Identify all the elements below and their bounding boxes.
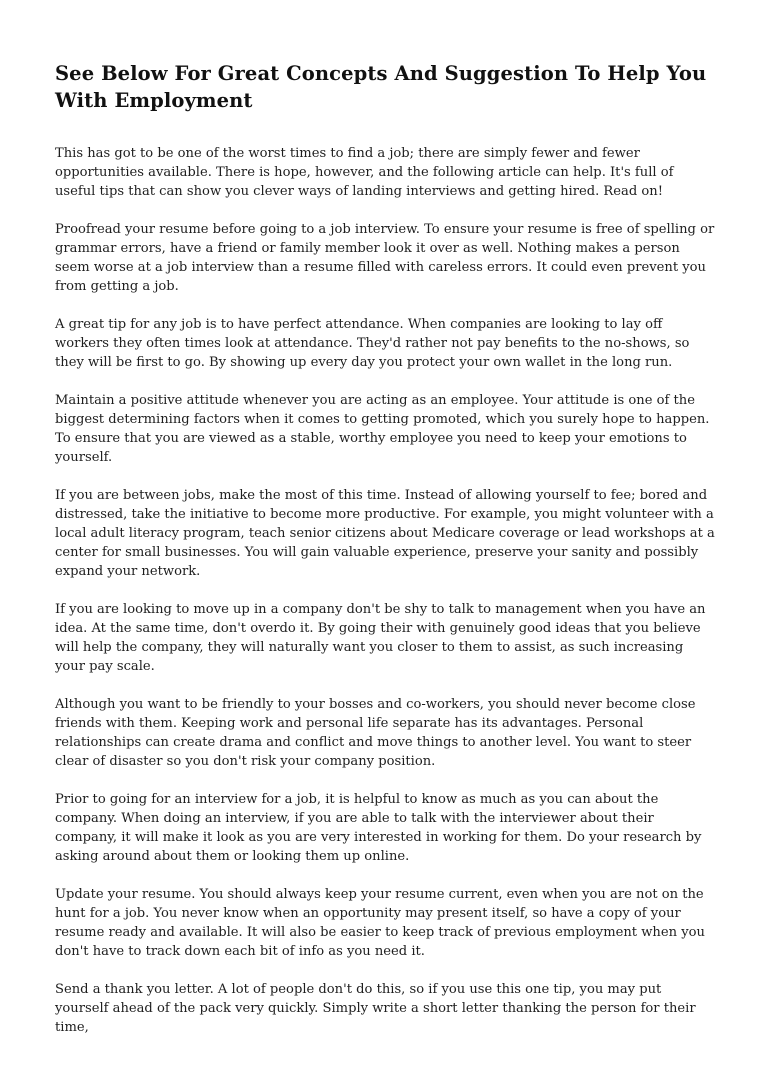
paragraph-intro: This has got to be one of the worst times to find a job; there are simply fewer and fewer opportunities available. There is hope, however, and the following article can help. It's full of useful tips that can show you clever ways of landing interviews and getting hired. Read on! (55, 146, 674, 199)
paragraph-between-jobs: If you are between jobs, make the most of this time. Instead of allowing yourself to fee; bored and distressed, take the initiative to become more productive. For example, you might volunteer with a local adult literacy program, teach senior citizens about Medicare coverage or lead workshops at a center for small businesses. You will gain valuable experience, preserve your sanity and possibly expand your network. (55, 488, 715, 579)
paragraph-update-resume: Update your resume. You should always keep your resume current, even when you are not on the hunt for a job. You never know when an opportunity may present itself, so have a copy of your resume ready and available. It will also be easier to keep track of previous employment when you don't have to track down each bit of info as you need it. (55, 887, 705, 959)
paragraph-management: If you are looking to move up in a company don't be shy to talk to management when you have an idea. At the same time, don't overdo it. By going their with genuinely good ideas that you believe will help the company, they will naturally want you closer to them to assist, as such increasing your pay scale. (55, 602, 706, 674)
paragraph-attendance: A great tip for any job is to have perfect attendance. When companies are looking to lay off workers they often times look at attendance. They'd rather not pay benefits to the no-shows, so they will be first to go. By showing up every day you protect your own wallet in the long run. (55, 317, 690, 370)
paragraph-research: Prior to going for an interview for a job, it is helpful to know as much as you can about the company. When doing an interview, if you are able to talk with the interviewer about their company, it will make it look as you are very interested in working for them. Do your research by asking around about them or looking them up online. (55, 792, 702, 864)
paragraph-proofread: Proofread your resume before going to a job interview. To ensure your resume is free of spelling or grammar errors, have a friend or family member look it over as well. Nothing makes a person seem worse at a job interview than a resume filled with careless errors. It could even prevent you from getting a job. (55, 222, 715, 294)
document-page (55, 60, 715, 1056)
document-title: See Below For Great Concepts And Suggestion To Help You With Employment (55, 62, 707, 112)
paragraph-attitude: Maintain a positive attitude whenever you are acting as an employee. Your attitude is one of the biggest determining factors when it comes to getting promoted, which you surely hope to happen. To ensure that you are viewed as a stable, worthy employee you need to keep your emotions to yourself. (55, 393, 710, 465)
paragraph-thank-you: Send a thank you letter. A lot of people don't do this, so if you use this one tip, you may put yourself ahead of the pack very quickly. Simply write a short letter thanking the person for their time, (55, 982, 696, 1035)
paragraph-friendly: Although you want to be friendly to your bosses and co-workers, you should never become close friends with them. Keeping work and personal life separate has its advantages. Personal relationships can create drama and conflict and move things to another level. You want to steer clear of disaster so you don't risk your company position. (55, 697, 696, 769)
